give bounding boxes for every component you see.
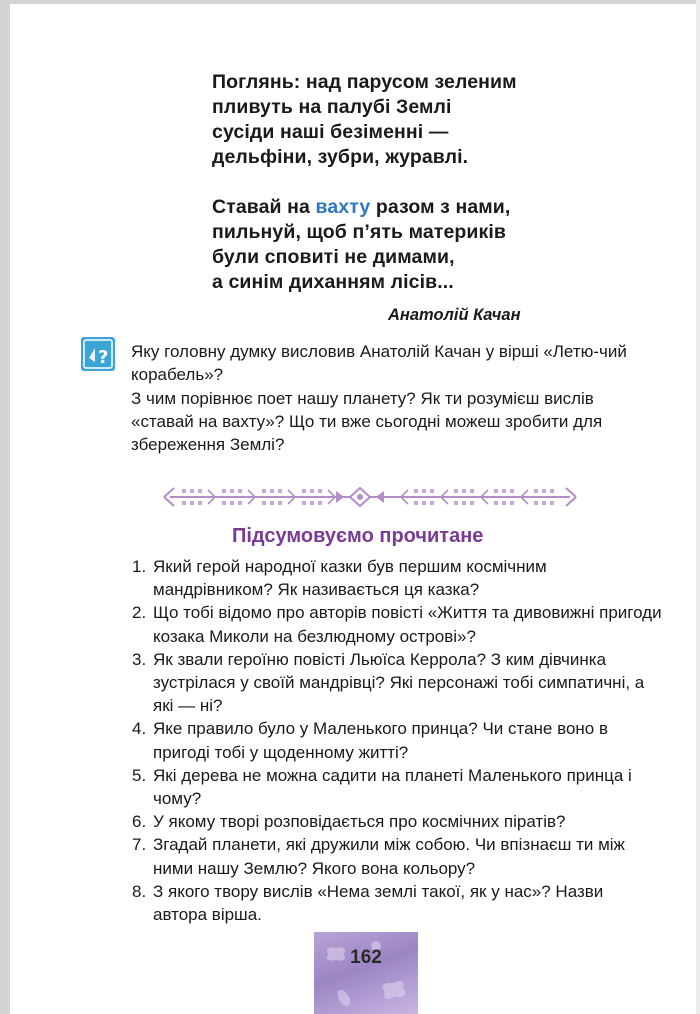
item-number: 3. xyxy=(132,649,147,669)
item-text: З якого твору вислів «Нема землі такої, як у нас»? Назви автора вірша. xyxy=(153,881,604,925)
item-number: 2. xyxy=(132,603,147,623)
svg-text:?: ? xyxy=(98,347,109,368)
list-item xyxy=(132,555,662,601)
item-text: Як звали героїню повісті Льюїса Керрола? З ким дівчинка зустрілася у своїй мандрівці? Які персонажі тобі симпатичні, а які — ні? xyxy=(153,649,645,716)
item-number: 4. xyxy=(132,719,147,739)
page-number: 162 xyxy=(350,947,382,968)
decorative-ornament xyxy=(160,484,580,510)
list-item xyxy=(132,648,662,718)
section-title: Підсумовуємо прочитане xyxy=(232,525,484,547)
list-item xyxy=(132,601,662,647)
item-text: У якому творі розповідається про космічних піратів? xyxy=(153,812,566,832)
glossary-word-highlight: вахту xyxy=(315,196,371,218)
list-item xyxy=(132,810,662,833)
poem-author: Анатолій Качан xyxy=(388,306,521,324)
poem-line: були сповиті не димами, xyxy=(212,246,455,268)
list-item xyxy=(132,764,662,810)
item-number: 5. xyxy=(132,765,147,785)
list-item xyxy=(132,833,662,879)
summary-questions-list xyxy=(132,555,662,926)
question-paragraph: З чим порівнює поет нашу планету? Як ти розумієш вислів «ставай на вахту»? Що ти вже сьогодні можеш зробити для збереження Землі? xyxy=(131,388,603,455)
list-item xyxy=(132,717,662,763)
poem-line: Поглянь: над парусом зеленим xyxy=(212,71,517,93)
poem-line: пливуть на палубі Землі xyxy=(212,96,452,118)
poem-stanza-2 xyxy=(212,195,612,295)
poem-text: разом з нами, xyxy=(370,196,511,218)
item-text: Який герой народної казки був першим космічним мандрівником? Як називається ця казка? xyxy=(153,557,547,600)
page-right-shade xyxy=(696,0,700,1014)
item-text: Які дерева не можна садити на планеті Маленького принца і чому? xyxy=(153,765,632,809)
page-number-badge xyxy=(314,932,418,1014)
page-left-border xyxy=(0,0,10,1014)
poem xyxy=(212,70,612,295)
item-number: 8. xyxy=(132,881,147,901)
item-number: 1. xyxy=(132,557,147,576)
list-item xyxy=(132,880,662,926)
question-paragraph: Яку головну думку висловив Анатолій Качан у вірші «Летю-чий корабель»? xyxy=(131,342,627,385)
poem-stanza-1 xyxy=(212,70,612,170)
poem-line: сусіди наші безіменні — xyxy=(212,121,449,143)
item-number: 7. xyxy=(132,835,147,855)
poem-text: Ставай на xyxy=(212,196,316,218)
page-top-border xyxy=(0,0,700,4)
question-icon xyxy=(80,336,116,372)
item-text: Що тобі відомо про авторів повісті «Життя та дивовижні пригоди козака Миколи на безлюдному острові»? xyxy=(153,603,662,646)
poem-line: пильнуй, щоб п’ять материків xyxy=(212,221,506,243)
item-number: 6. xyxy=(132,812,147,832)
poem-line: дельфіни, зубри, журавлі. xyxy=(212,146,469,168)
item-text: Яке правило було у Маленького принца? Чи стане воно в пригоді тобі у щоденному житті? xyxy=(153,719,608,762)
poem-line: а синім диханням лісів... xyxy=(212,271,454,293)
discussion-questions xyxy=(131,340,661,456)
poem-line xyxy=(212,195,612,220)
item-text: Згадай планети, які дружили між собою. Чи впізнаєш ти між ними нашу Землю? Якого вона кольору? xyxy=(153,835,625,878)
flower-pattern-icon xyxy=(314,932,418,1014)
